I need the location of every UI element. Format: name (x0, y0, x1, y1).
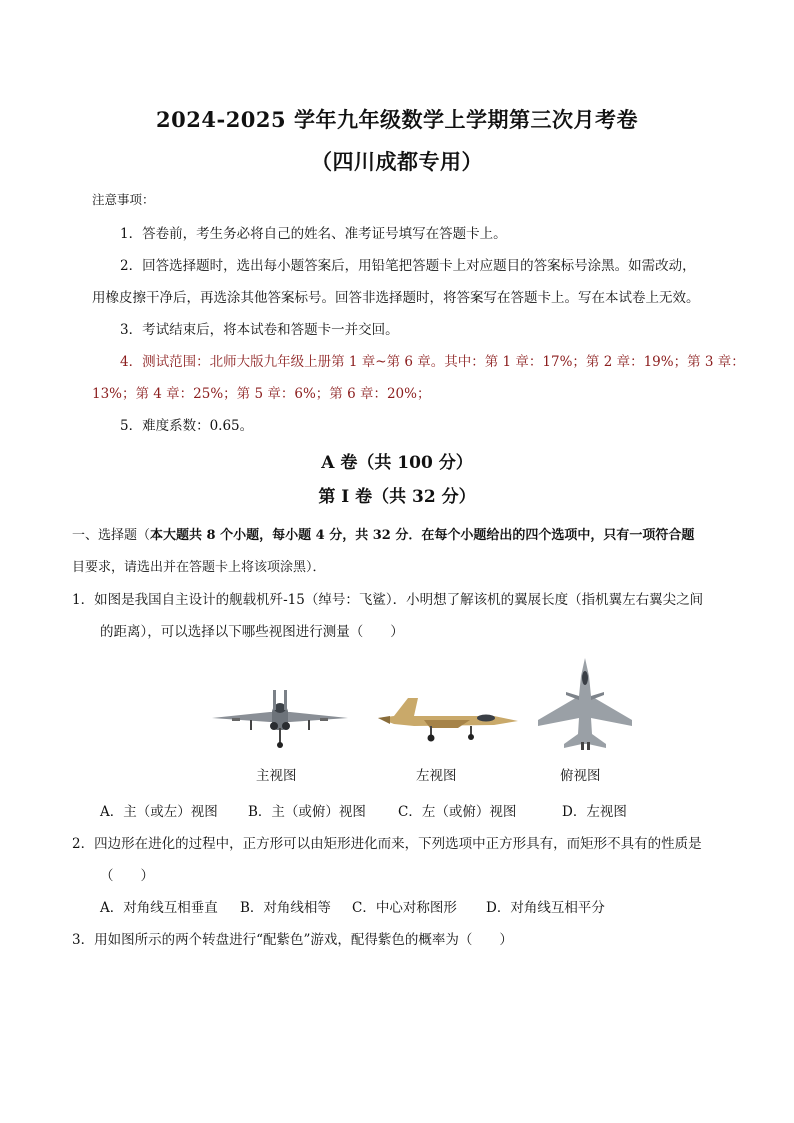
notes-heading: 注意事项： (92, 192, 155, 207)
caption-top-view: 俯视图 (560, 768, 601, 784)
q1-option-d: D．左视图 (562, 804, 627, 820)
page-subtitle: （四川成都专用） (311, 149, 483, 174)
note-item-2a: 2．回答选择题时，选出每小题答案后，用铅笔把答题卡上对应题目的答案标号涂黑。如需改动， (120, 258, 696, 274)
choice-intro-prefix: 一、选择题（ (72, 528, 151, 543)
q2-option-d: D．对角线互相平分 (486, 900, 605, 916)
q2-option-b: B．对角线相等 (240, 900, 331, 916)
jet-side-view-icon (374, 694, 520, 744)
choice-intro-line2: 目要求，请选出并在答题卡上将该项涂黑）． (72, 560, 326, 575)
q1-line1: 1．如图是我国自主设计的舰载机歼-15（绰号：飞鲨）．小明想了解该机的翼展长度（指机翼左右翼尖之间 (72, 592, 704, 608)
q1-option-b: B．主（或俯）视图 (248, 804, 366, 820)
note-item-4a: 4．测试范围：北师大版九年级上册第 1 章~第 6 章。其中：第 1 章：17%；第 2 章：19%；第 3 章： (120, 354, 745, 370)
choice-intro-bold: 本大题共 8 个小题，每小题 4 分，共 32 分．在每个小题给出的四个选项中，只有一项符合题 (150, 528, 695, 543)
page-title: 2024-2025 学年九年级数学上学期第三次月考卷 (156, 107, 638, 132)
jet-front-view-icon (210, 688, 350, 750)
q3-line1: 3．用如图所示的两个转盘进行“配紫色”游戏，配得紫色的概率为（ ） (72, 932, 513, 948)
section-a-title: A 卷（共 100 分） (321, 453, 473, 473)
caption-left-view: 左视图 (416, 768, 457, 784)
caption-front-view: 主视图 (256, 768, 297, 784)
note-item-3: 3．考试结束后，将本试卷和答题卡一并交回。 (120, 322, 399, 338)
note-item-4b: 13%；第 4 章：25%；第 5 章：6%；第 6 章：20%； (92, 386, 431, 402)
jet-top-view-icon (536, 656, 634, 752)
note-item-2b: 用橡皮擦干净后，再选涂其他答案标号。回答非选择题时，将答案写在答题卡上。写在本试卷上无效。 (92, 290, 700, 306)
note-item-5: 5．难度系数：0.65。 (120, 418, 254, 434)
q1-option-a: A．主（或左）视图 (100, 804, 218, 820)
q2-option-c: C．中心对称图形 (352, 900, 457, 916)
q1-line2: 的距离），可以选择以下哪些视图进行测量（ ） (100, 624, 404, 640)
q2-option-a: A．对角线互相垂直 (100, 900, 218, 916)
q2-line2: （ ） (100, 868, 154, 884)
section-1-title: 第 I 卷（共 32 分） (318, 487, 476, 507)
note-item-1: 1．答卷前，考生务必将自己的姓名、准考证号填写在答题卡上。 (120, 226, 507, 242)
q1-option-c: C．左（或俯）视图 (398, 804, 517, 820)
q2-line1: 2．四边形在进化的过程中，正方形可以由矩形进化而来，下列选项中正方形具有，而矩形不具有的性质是 (72, 836, 702, 852)
choice-intro-line1 (72, 524, 694, 543)
